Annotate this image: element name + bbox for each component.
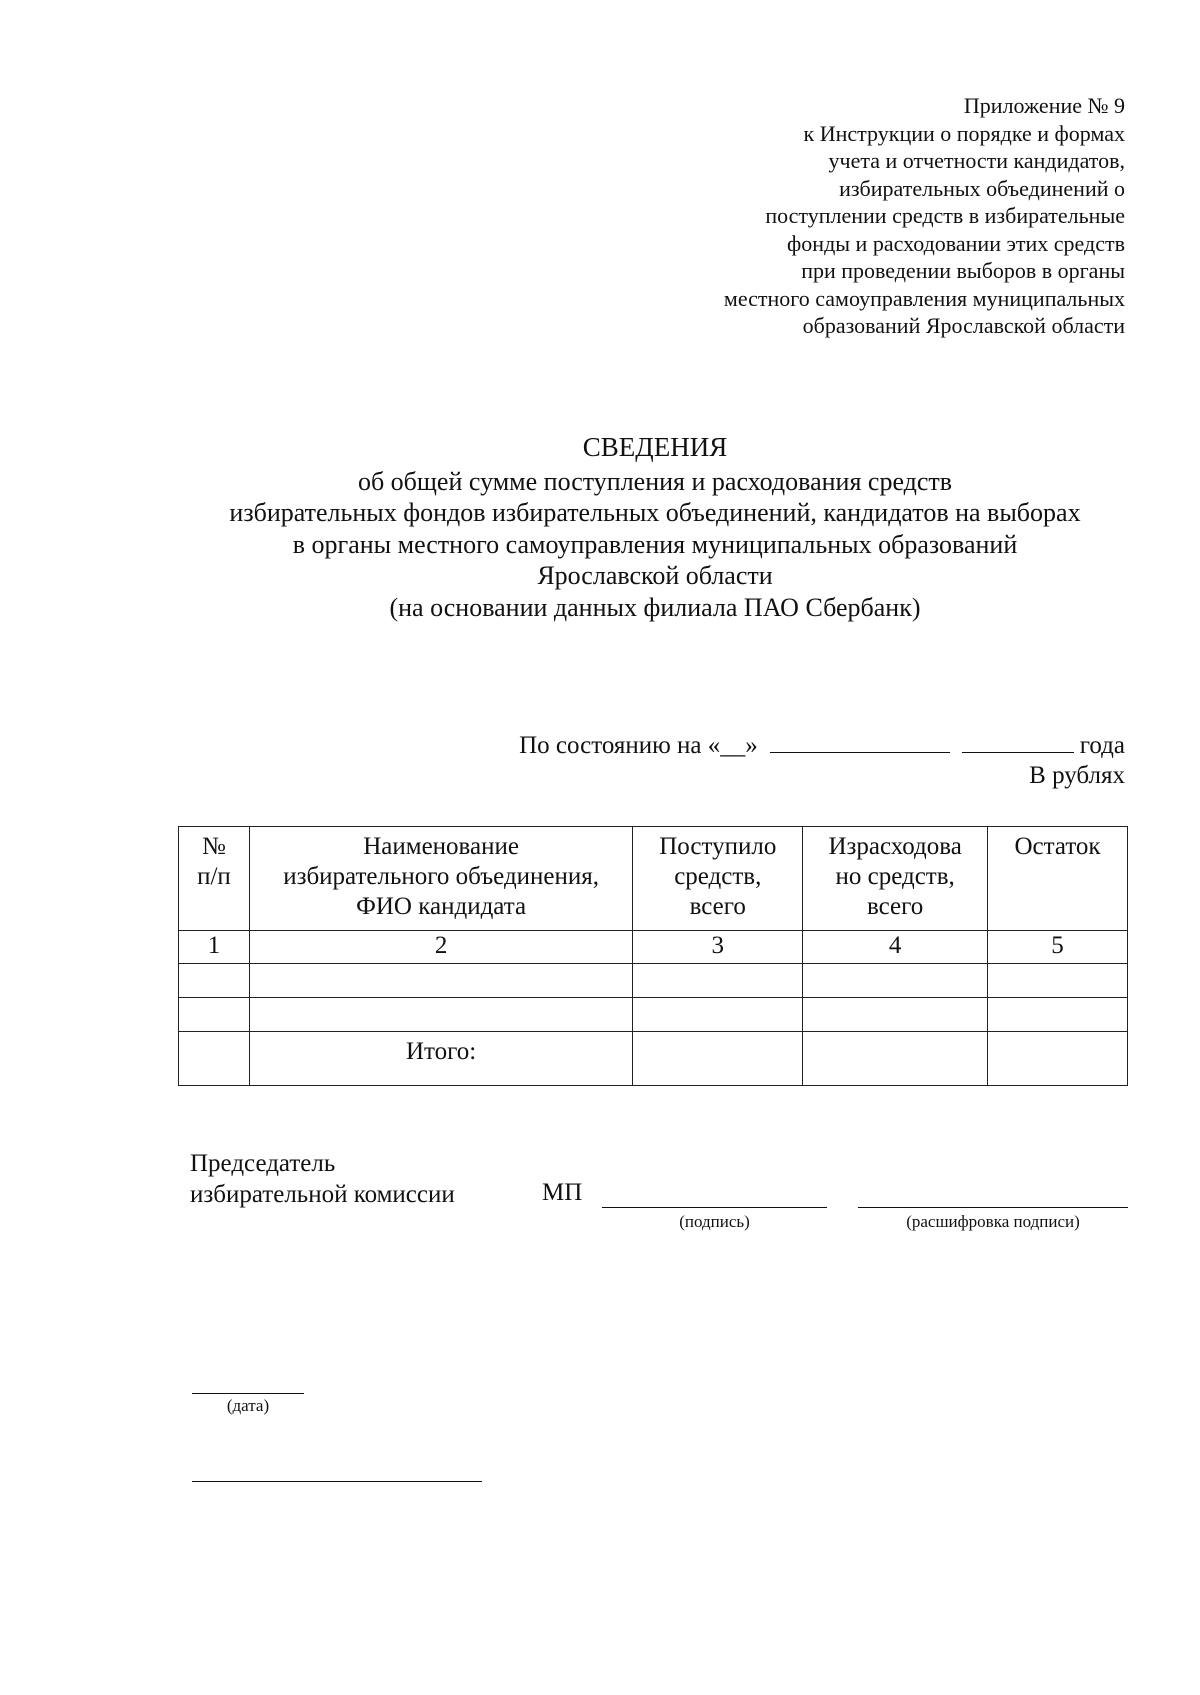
appendix-line: образований Ярославской области xyxy=(802,313,1125,338)
bottom-line[interactable] xyxy=(192,1481,482,1482)
table-header-row xyxy=(179,827,1128,931)
table-cell[interactable] xyxy=(633,964,803,998)
appendix-line: поступлении средств в избирательные xyxy=(765,203,1125,228)
signature-caption: (подпись) xyxy=(679,1212,750,1231)
appendix-line: избирательных объединений о xyxy=(839,175,1125,201)
signature-line[interactable] xyxy=(602,1207,827,1208)
table-cell[interactable] xyxy=(249,964,632,998)
year-blank-field[interactable] xyxy=(962,730,1074,753)
table-cell[interactable] xyxy=(633,998,803,1032)
appendix-note xyxy=(724,92,1125,340)
total-row xyxy=(179,1032,1128,1086)
appendix-line: учета и отчетности кандидатов, xyxy=(828,148,1125,173)
title-line: (на основании данных филиала ПАО Сбербанк) xyxy=(389,592,921,622)
title-heading: СВЕДЕНИЯ xyxy=(582,432,728,462)
header-number: № п/п xyxy=(179,827,250,931)
table-cell[interactable] xyxy=(988,998,1128,1032)
total-label: Итого: xyxy=(249,1032,632,1086)
table-cell[interactable] xyxy=(988,964,1128,998)
stamp-place-label: МП xyxy=(542,1179,583,1206)
appendix-line: к Инструкции о порядке и формах xyxy=(803,120,1125,146)
column-number: 4 xyxy=(803,931,988,964)
header-received: Поступило средств, всего xyxy=(633,827,803,931)
document-title xyxy=(0,432,1200,623)
date-caption: (дата) xyxy=(226,1396,270,1415)
total-balance-cell[interactable] xyxy=(988,1032,1128,1086)
table-cell[interactable] xyxy=(179,1032,250,1086)
table-cell[interactable] xyxy=(249,998,632,1032)
table-row xyxy=(179,964,1128,998)
appendix-line: местного самоуправления муниципальных xyxy=(723,285,1125,311)
funds-table xyxy=(178,826,1128,1086)
chair-label: Председатель избирательной комиссии xyxy=(190,1150,455,1208)
as-of-suffix: года xyxy=(1079,732,1125,759)
signature-decoding-caption: (расшифровка подписи) xyxy=(906,1212,1080,1231)
title-line: избирательных фондов избирательных объединений, кандидатов на выборах xyxy=(229,498,1081,527)
title-line: Ярославской области xyxy=(537,561,773,590)
header-balance: Остаток xyxy=(988,827,1128,931)
column-number: 5 xyxy=(988,931,1128,964)
header-name: Наименование избирательного объединения, ФИО кандидата xyxy=(249,827,632,931)
column-number: 2 xyxy=(249,931,632,964)
table-row xyxy=(179,998,1128,1032)
table-cell[interactable] xyxy=(803,964,988,998)
units-label: В рублях xyxy=(1029,762,1125,789)
signature-decoding-line[interactable] xyxy=(858,1207,1128,1208)
table-cell[interactable] xyxy=(179,964,250,998)
date-line[interactable] xyxy=(192,1393,304,1394)
table-cell[interactable] xyxy=(803,998,988,1032)
column-number: 1 xyxy=(179,931,250,964)
column-number: 3 xyxy=(633,931,803,964)
appendix-line: при проведении выборов в органы xyxy=(801,258,1125,283)
total-spent-cell[interactable] xyxy=(803,1032,988,1086)
title-line: об общей сумме поступления и расходования средств xyxy=(357,466,953,496)
total-received-cell[interactable] xyxy=(633,1032,803,1086)
appendix-line: фонды и расходовании этих средств xyxy=(787,230,1125,256)
month-blank-field[interactable] xyxy=(770,730,950,753)
as-of-prefix: По состоянию на «__» xyxy=(519,732,758,759)
appendix-line: Приложение № 9 xyxy=(963,93,1125,118)
column-number-row xyxy=(179,931,1128,964)
as-of-date-line xyxy=(519,730,1125,760)
table-cell[interactable] xyxy=(179,998,250,1032)
title-line: в органы местного самоуправления муниципальных образований xyxy=(292,529,1018,559)
header-spent: Израсходова но средств, всего xyxy=(803,827,988,931)
